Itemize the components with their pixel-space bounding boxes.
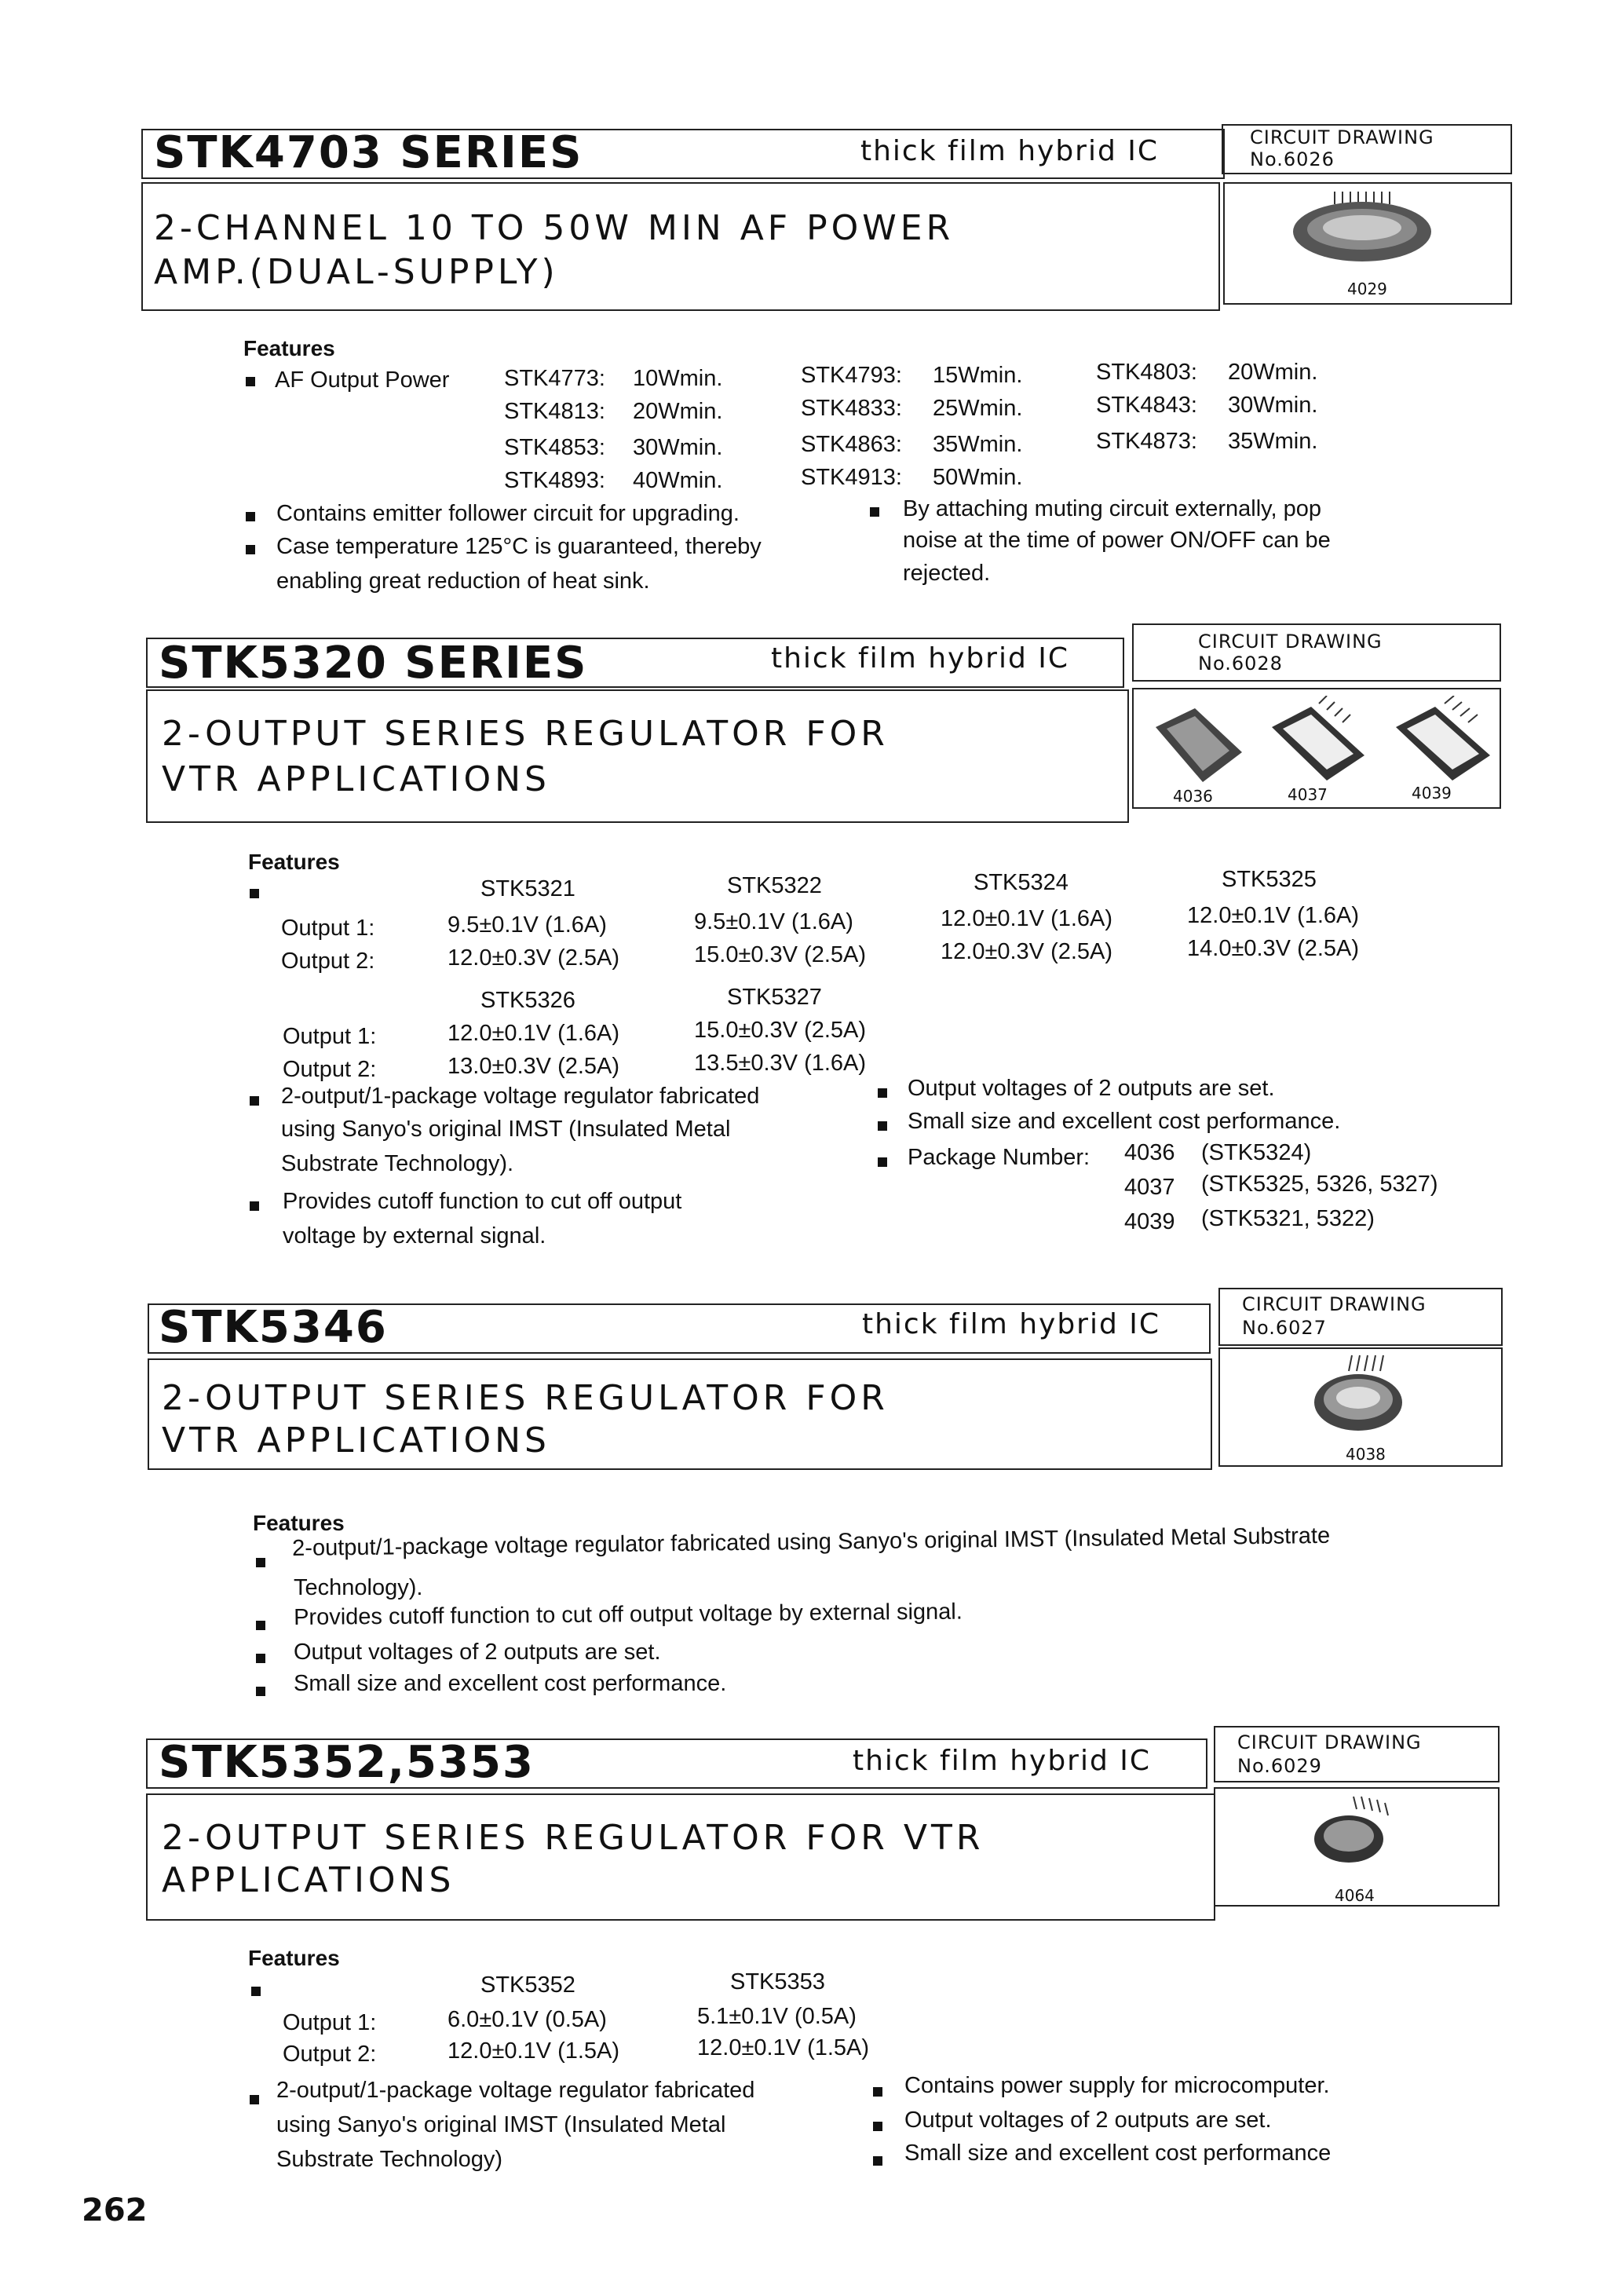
s3-circuit-drawing-label: CIRCUIT DRAWING [1242,1293,1427,1315]
s2-model-name: STK5324 [974,870,1069,895]
s2-model-name: STK5326 [480,988,575,1013]
s4-bullet-2 [873,2087,882,2097]
s3-bullet-1 [256,1558,265,1567]
s2-subtitle-line1: 2-OUTPUT SERIES REGULATOR FOR [162,714,889,754]
s1-subtitle-line1: 2-CHANNEL 10 TO 50W MIN AF POWER [154,208,955,248]
s2-package-code: 4036 [1124,1140,1175,1165]
s2-bullet-1-text: using Sanyo's original IMST (Insulated Metal [281,1117,731,1142]
s1-bullet-af [246,377,255,386]
s1-bullet-3-text: noise at the time of power ON/OFF can be [903,528,1331,553]
s2-model-name: STK5327 [727,985,822,1010]
s2-model-output1: 12.0±0.1V (1.6A) [448,1021,620,1046]
s1-af-model: STK4873: [1096,429,1197,454]
s1-af-power: 30Wmin. [1228,393,1318,418]
s4-bullet-3 [873,2122,882,2131]
s1-af-model: STK4863: [801,432,902,457]
s2-model-name: STK5325 [1222,867,1317,892]
s2-hybrid-label: thick film hybrid IC [771,642,1070,675]
s1-af-power: 15Wmin. [933,363,1023,388]
s1-bullet-3-text: By attaching muting circuit externally, pop [903,496,1322,521]
s1-af-power: 25Wmin. [933,396,1023,421]
s2-bullet-3 [878,1088,887,1098]
s2-package-code: 4037 [1124,1175,1175,1200]
s1-af-power: 10Wmin. [633,366,723,391]
s4-bullet-3-text: Output voltages of 2 outputs are set. [904,2108,1272,2133]
s2-model-output2: 13.5±0.3V (1.6A) [694,1051,867,1076]
s2-bullet-1-text: 2-output/1-package voltage regulator fabricated [281,1084,760,1109]
s4-bullet-models [251,1987,261,1996]
s2-package-code: 4039 [1124,1209,1175,1234]
s3-title: STK5346 [159,1302,388,1353]
s2-model-output2: 12.0±0.3V (2.5A) [941,939,1113,964]
s4-model-output2: 12.0±0.1V (1.5A) [448,2038,620,2064]
s1-subtitle-line2: AMP.(DUAL-SUPPLY) [154,252,559,292]
s4-title: STK5352,5353 [159,1737,535,1788]
s3-hybrid-label: thick film hybrid IC [862,1308,1161,1340]
s4-circuit-drawing-label: CIRCUIT DRAWING [1237,1731,1422,1753]
s4-package-number: 4064 [1335,1886,1375,1905]
s2-package-models: (STK5325, 5326, 5327) [1201,1172,1438,1197]
s1-af-power: 20Wmin. [1228,360,1318,385]
s3-subtitle-line2: VTR APPLICATIONS [162,1420,550,1461]
s2-drawing-no: No.6028 [1198,653,1283,675]
s4-bullet-4 [873,2156,882,2166]
s1-bullet-3 [870,507,879,517]
s2-bullet-1 [250,1096,259,1106]
s2-model-name: STK5322 [727,873,822,898]
s1-package-number: 4029 [1347,280,1387,298]
s2-package-models: (STK5321, 5322) [1201,1206,1375,1231]
s3-bullet-2 [256,1621,265,1630]
s2-output2-label: Output 2: [283,1057,377,1082]
s2-bullet-2-text: Provides cutoff function to cut off output [283,1189,682,1214]
page-number: 262 [82,2192,148,2228]
s4-hybrid-label: thick film hybrid IC [853,1745,1152,1777]
s4-bullet-1-text: 2-output/1-package voltage regulator fabricated [276,2078,755,2103]
s2-bullet-2-text: voltage by external signal. [283,1223,546,1249]
s3-features-heading: Features [253,1511,345,1535]
s4-bullet-1-text: using Sanyo's original IMST (Insulated Metal [276,2112,726,2137]
s2-bullet-4 [878,1121,887,1131]
s2-model-output1: 12.0±0.1V (1.6A) [941,906,1113,931]
s1-bullet-1 [246,512,255,521]
s1-bullet-3-text: rejected. [903,561,991,586]
s1-features-heading: Features [243,336,335,360]
s4-features-heading: Features [248,1946,340,1970]
s4-output2-label: Output 2: [283,2042,377,2067]
s2-features-heading: Features [248,850,340,874]
s1-hybrid-label: thick film hybrid IC [860,135,1160,167]
s2-package-number-label: Package Number: [908,1145,1090,1170]
s2-subtitle-line2: VTR APPLICATIONS [162,759,550,799]
s1-title: STK4703 SERIES [154,127,583,178]
s2-model-output1: 15.0±0.3V (2.5A) [694,1018,867,1043]
s1-af-power: 40Wmin. [633,468,723,493]
s3-bullet-3 [256,1654,265,1663]
s2-model-output2: 13.0±0.3V (2.5A) [448,1054,620,1079]
s2-bullet-4-text: Small size and excellent cost performance. [908,1109,1341,1134]
s2-title: STK5320 SERIES [159,638,588,689]
s4-model-output1: 6.0±0.1V (0.5A) [448,2007,607,2032]
s4-subtitle-line1: 2-OUTPUT SERIES REGULATOR FOR VTR [162,1818,985,1858]
s4-bullet-1-text: Substrate Technology) [276,2147,503,2172]
s1-af-model: STK4913: [801,465,902,490]
s2-package-image-4037 [1264,696,1374,790]
s1-af-model: STK4803: [1096,360,1197,385]
s1-af-model: STK4813: [504,399,605,424]
s4-model-name: STK5353 [730,1969,825,1994]
s2-model-output2: 15.0±0.3V (2.5A) [694,942,867,967]
s1-af-power: 20Wmin. [633,399,723,424]
s3-bullet-1-text: Technology). [294,1575,423,1600]
s4-package-image [1310,1792,1404,1870]
s2-package-image-4036 [1148,704,1250,790]
s2-model-output1: 9.5±0.1V (1.6A) [448,912,607,938]
s2-output1-label: Output 1: [281,916,375,941]
s4-model-output1: 5.1±0.1V (0.5A) [697,2004,857,2029]
s2-bullet-5 [878,1157,887,1167]
s2-model-name: STK5321 [480,876,575,901]
s1-af-power: 50Wmin. [933,465,1023,490]
s1-af-model: STK4773: [504,366,605,391]
s1-drawing-no: No.6026 [1250,148,1335,170]
s3-bullet-2-text: Provides cutoff function to cut off output voltage by external signal. [294,1599,963,1630]
s2-output1-label: Output 1: [283,1024,377,1049]
s3-bullet-1-text: 2-output/1-package voltage regulator fabricated using Sanyo's original IMST (Insulated Metal Substrate [292,1523,1331,1561]
s4-subtitle-line2: APPLICATIONS [162,1860,455,1900]
s3-drawing-no: No.6027 [1242,1317,1327,1339]
s4-drawing-no: No.6029 [1237,1755,1322,1777]
s3-bullet-4 [256,1687,265,1696]
s2-model-output2: 12.0±0.3V (2.5A) [448,945,620,971]
s1-af-label: AF Output Power [275,367,450,393]
s1-af-power: 35Wmin. [1228,429,1318,454]
s1-bullet-2-text: enabling great reduction of heat sink. [276,569,650,594]
s1-af-model: STK4853: [504,435,605,460]
s1-af-power: 35Wmin. [933,432,1023,457]
s4-output1-label: Output 1: [283,2010,377,2035]
s2-output2-label: Output 2: [281,949,375,974]
s2-package-image-4039 [1390,696,1500,790]
s2-bullet-models [250,889,259,898]
s1-af-model: STK4833: [801,396,902,421]
s1-af-model: STK4843: [1096,393,1197,418]
s3-bullet-4-text: Small size and excellent cost performance. [294,1671,727,1696]
s1-af-model: STK4793: [801,363,902,388]
s2-circuit-drawing-label: CIRCUIT DRAWING [1198,631,1383,653]
s2-bullet-2 [250,1201,259,1211]
s2-package-number: 4039 [1412,784,1452,803]
s3-subtitle-line1: 2-OUTPUT SERIES REGULATOR FOR [162,1378,889,1418]
s3-package-image [1311,1352,1413,1439]
s1-bullet-2-text: Case temperature 125°C is guaranteed, thereby [276,534,762,559]
s2-model-output1: 9.5±0.1V (1.6A) [694,909,853,934]
s1-af-model: STK4893: [504,468,605,493]
s1-package-image [1288,188,1437,275]
s1-bullet-2 [246,545,255,554]
s2-package-models: (STK5324) [1201,1140,1312,1165]
s2-model-output1: 12.0±0.1V (1.6A) [1187,903,1360,928]
s2-model-output2: 14.0±0.3V (2.5A) [1187,936,1360,961]
s2-bullet-3-text: Output voltages of 2 outputs are set. [908,1076,1275,1101]
s3-bullet-3-text: Output voltages of 2 outputs are set. [294,1640,661,1665]
s4-bullet-2-text: Contains power supply for microcomputer. [904,2073,1330,2098]
s3-package-number: 4038 [1346,1445,1386,1464]
s4-bullet-1 [250,2095,259,2104]
s2-package-number: 4037 [1288,785,1328,804]
s1-af-power: 30Wmin. [633,435,723,460]
s1-bullet-1-text: Contains emitter follower circuit for upgrading. [276,501,740,526]
s4-bullet-4-text: Small size and excellent cost performance [904,2141,1332,2166]
s4-model-name: STK5352 [480,1972,575,1998]
s4-model-output2: 12.0±0.1V (1.5A) [697,2035,870,2060]
s2-bullet-1-text: Substrate Technology). [281,1151,514,1176]
s2-package-number: 4036 [1173,787,1213,806]
s1-circuit-drawing-label: CIRCUIT DRAWING [1250,126,1434,148]
